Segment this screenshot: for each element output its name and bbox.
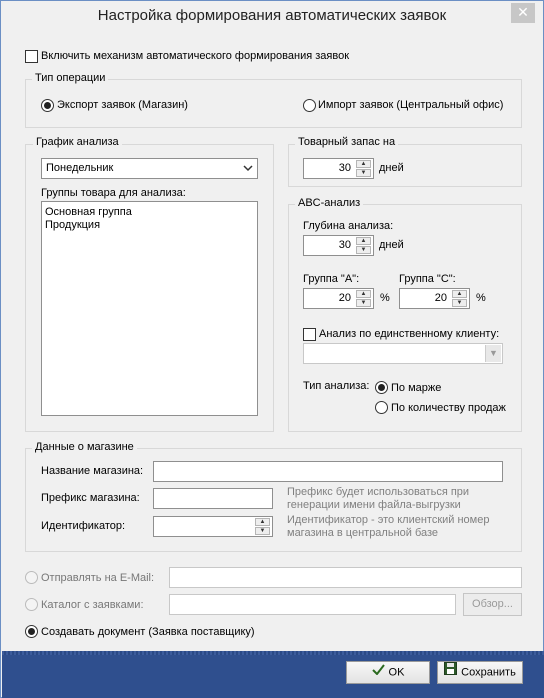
floppy-disk-icon	[444, 662, 457, 683]
enable-auto-checkbox[interactable]	[25, 50, 38, 63]
by-margin-radio[interactable]	[375, 381, 388, 394]
depth-stepper[interactable]	[303, 235, 374, 256]
client-select[interactable]	[303, 343, 503, 364]
product-groups-list[interactable]	[41, 201, 258, 416]
chevron-down-icon: ▼	[485, 345, 501, 362]
store-name-label: Название магазина:	[41, 465, 144, 477]
by-quantity-radio[interactable]	[375, 401, 388, 414]
group-c-percent: %	[476, 292, 486, 304]
spin-down-icon[interactable]: ▼	[356, 169, 371, 177]
enable-auto-label: Включить механизм автоматического формирования заявок	[41, 50, 349, 62]
send-email-radio[interactable]	[25, 571, 38, 584]
close-button[interactable]: ✕	[511, 3, 535, 23]
catalog-label: Каталог с заявками:	[41, 599, 144, 611]
spin-up-icon[interactable]: ▲	[255, 518, 270, 526]
store-id-stepper[interactable]	[153, 516, 273, 537]
stock-unit: дней	[379, 162, 404, 174]
stock-days-stepper[interactable]	[303, 158, 374, 179]
save-label: Сохранить	[461, 666, 516, 679]
group-a-value: 20	[338, 292, 351, 304]
prefix-hint: Префикс будет использоваться при генерации имени файла-выгрузки	[287, 486, 470, 511]
chevron-down-icon	[243, 161, 253, 178]
spin-up-icon[interactable]: ▲	[356, 290, 371, 298]
checkmark-icon	[372, 662, 385, 683]
group-c-stepper[interactable]	[399, 288, 470, 309]
single-client-checkbox[interactable]	[303, 328, 316, 341]
depth-value: 30	[338, 239, 351, 251]
export-radio[interactable]	[41, 99, 54, 112]
create-doc-radio[interactable]	[25, 625, 38, 638]
import-label: Импорт заявок (Центральный офис)	[318, 99, 504, 111]
spin-down-icon[interactable]: ▼	[356, 299, 371, 307]
create-doc-label: Создавать документ (Заявка поставщику)	[41, 626, 255, 638]
group-a-label: Группа "A":	[303, 273, 360, 285]
list-item[interactable]: Основная группа	[45, 206, 132, 218]
ok-button[interactable]	[346, 661, 430, 684]
export-label: Экспорт заявок (Магазин)	[57, 99, 188, 111]
store-prefix-input[interactable]	[153, 488, 273, 509]
single-client-label: Анализ по единственному клиенту:	[319, 328, 500, 340]
list-item[interactable]: Продукция	[45, 219, 101, 231]
by-margin-label: По марже	[391, 382, 442, 394]
spin-down-icon[interactable]: ▼	[356, 246, 371, 254]
window-title: Настройка формирования автоматических заявок	[97, 7, 447, 24]
browse-button[interactable]: Обзор...	[463, 593, 522, 616]
save-button[interactable]	[437, 661, 523, 684]
store-id-label: Идентификатор:	[41, 520, 126, 532]
group-a-stepper[interactable]	[303, 288, 374, 309]
group-c-value: 20	[434, 292, 447, 304]
schedule-title: График анализа	[33, 136, 122, 148]
catalog-input[interactable]	[169, 594, 456, 615]
store-prefix-label: Префикс магазина:	[41, 492, 140, 504]
id-hint: Идентификатор - это клиентский номер магазина в центральной базе	[287, 514, 490, 539]
catalog-radio[interactable]	[25, 598, 38, 611]
spin-down-icon[interactable]: ▼	[452, 299, 467, 307]
depth-label: Глубина анализа:	[303, 220, 394, 232]
stock-title: Товарный запас на	[295, 136, 398, 148]
store-name-input[interactable]	[153, 461, 503, 482]
day-select[interactable]	[41, 158, 258, 179]
day-select-value: Понедельник	[46, 162, 114, 174]
import-radio[interactable]	[303, 99, 316, 112]
depth-unit: дней	[379, 239, 404, 251]
spin-up-icon[interactable]: ▲	[356, 160, 371, 168]
groups-label: Группы товара для анализа:	[41, 187, 186, 199]
analysis-type-label: Тип анализа:	[303, 380, 370, 392]
by-quantity-label: По количеству продаж	[391, 402, 506, 414]
group-a-percent: %	[380, 292, 390, 304]
group-c-label: Группа "C":	[399, 273, 456, 285]
store-data-title: Данные о магазине	[32, 441, 137, 453]
send-email-label: Отправлять на E-Mail:	[41, 572, 155, 584]
spin-down-icon[interactable]: ▼	[255, 527, 270, 535]
spin-up-icon[interactable]: ▲	[356, 237, 371, 245]
ok-label: OK	[388, 666, 405, 679]
spin-up-icon[interactable]: ▲	[452, 290, 467, 298]
title-bar	[1, 1, 543, 32]
operation-type-title: Тип операции	[32, 72, 108, 84]
stock-days-value: 30	[338, 162, 351, 174]
email-input[interactable]	[169, 567, 522, 588]
abc-title: ABC-анализ	[295, 197, 363, 209]
footer-stripe	[2, 651, 544, 655]
